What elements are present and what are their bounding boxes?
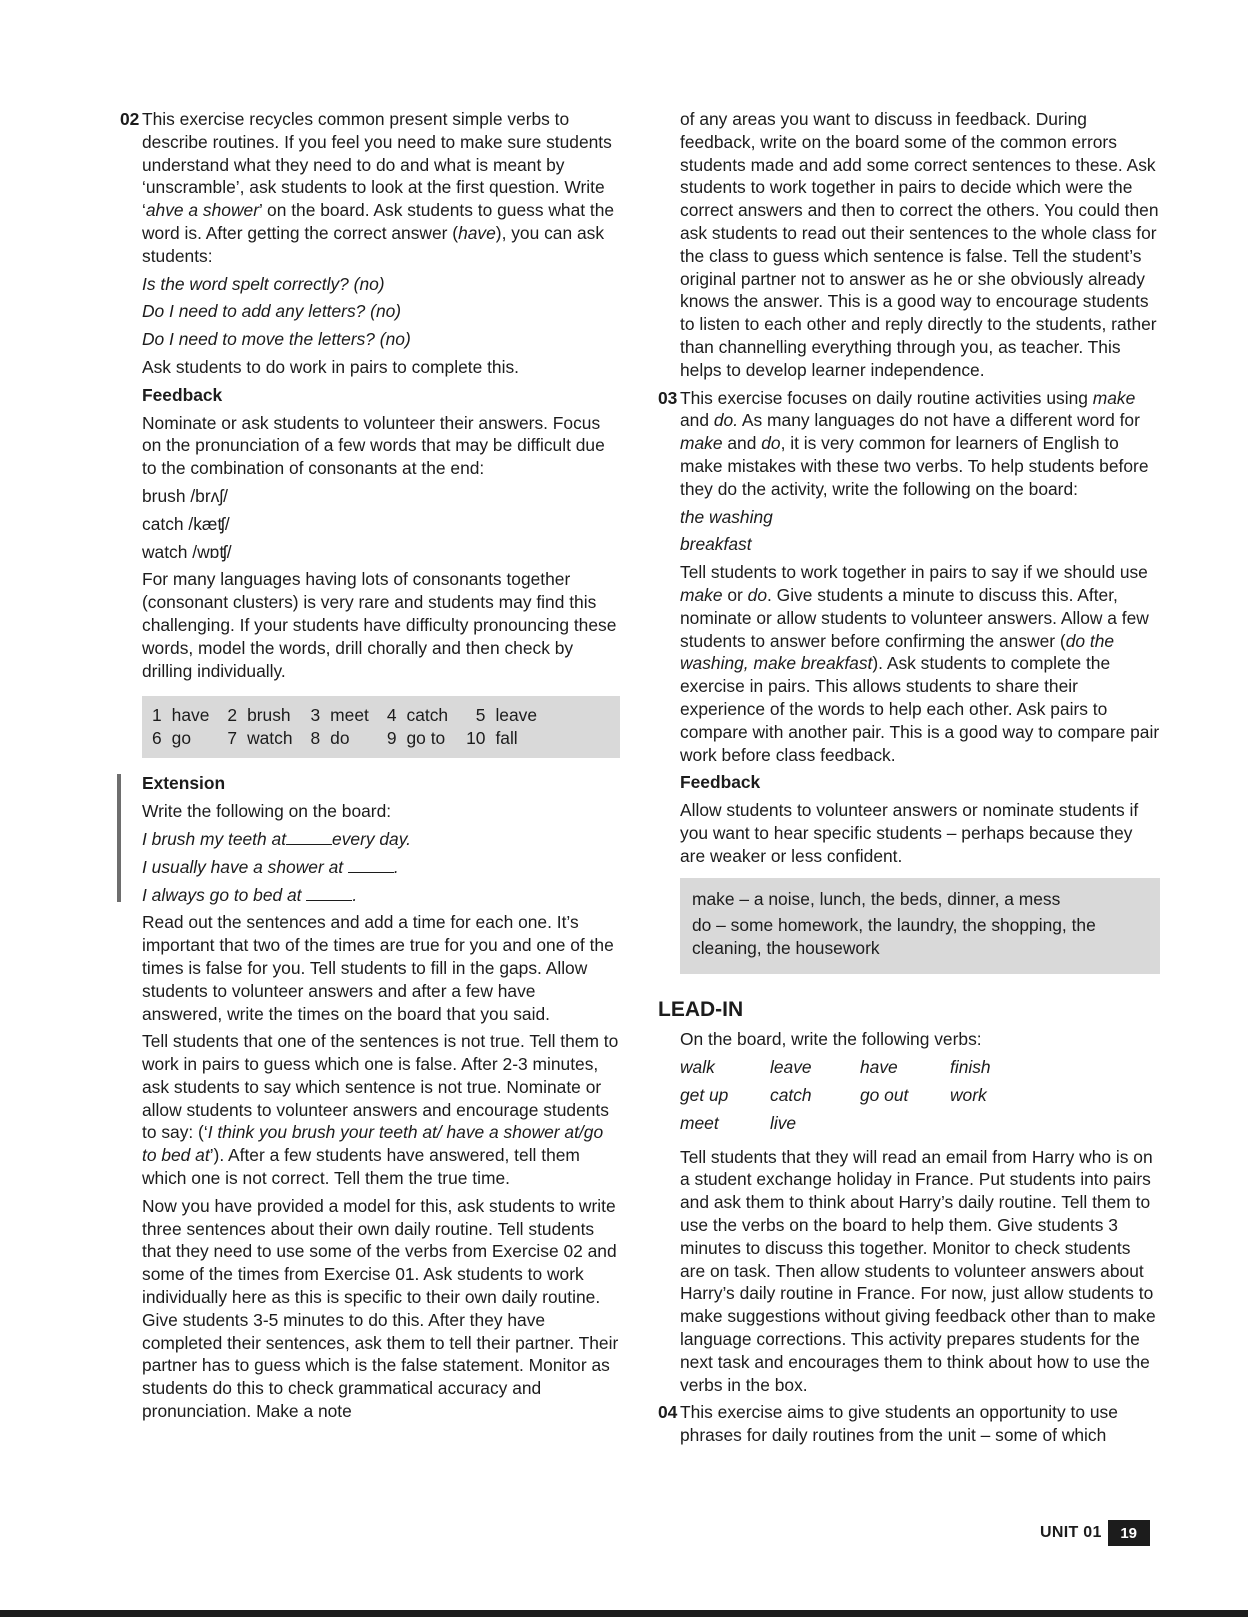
left-column [120,108,620,1428]
answer-key-box [142,696,620,758]
model-text: Now you have provided a model for this, ask students to write three sentences about their own daily routine. Tell students that they need to use some of the verbs from Exercise 02 and some of the times from Exercise 01. Ask students to work individually here as this is specific to their own daily routine. Give students 3-5 minutes to do this. After they have completed their sentences, ask them to tell their partner. Their partner has to guess which is the false statement. Monitor as students do this to check grammatical accuracy and pronunciation. Make a note [142,1195,619,1422]
exercise-03-intro [658,387,1160,501]
text-italic: do. [713,410,739,431]
extension-side-bar [117,774,121,902]
answer-key-table [152,704,555,750]
answer-word: have [171,705,210,726]
text-italic: do [747,584,768,605]
extension-sentence-1 [142,828,620,851]
board-item-1: the washing [680,506,773,527]
verb: get up [680,1084,729,1105]
verb: leave [770,1056,812,1077]
text: ’ on the board. Ask students to guess what the word is. After getting the correct answer ( [142,200,615,243]
exercise-number: 02 [120,109,140,129]
text: I usually have a shower at [142,856,344,877]
text: Tell students that one of the sentences is not true. Tell them to work in pairs to guess which one is false. After 2-3 minutes, ask students to say which sentence is not true. Nominate or allow students to volunteer answers and encourage students to say: (‘ [142,1031,619,1143]
tell-students-text [142,1030,620,1190]
extension-section [120,772,620,906]
answer-number: 7 [227,728,238,749]
ipa-watch: watch /wɒʧ/ [142,541,232,562]
verb: catch [770,1084,812,1105]
verb: work [950,1084,987,1105]
text: and [722,433,762,454]
verb: have [860,1056,898,1077]
text-italic: make [680,433,723,454]
text: This exercise aims to give students an opportunity to use phrases for daily routines from the unit – some of which [680,1402,1118,1446]
answer-number: 1 [152,705,162,726]
text: ). Ask students to complete the exercise in pairs. This allows students to share their experience of the words to help each other. Ask pairs to compare with another pair. This is a good way to compare pair work before class feedback. [680,653,1160,765]
text: ’). After a few students have answered, tell them which one is not correct. Tell them the true time. [142,1145,580,1189]
text: every day. [332,828,411,849]
pairs-instruction: Ask students to do work in pairs to complete this. [142,356,519,377]
feedback-text: Nominate or ask students to volunteer their answers. Focus on the pronunciation of a few words that may be difficult due to the combination of consonants at the end: [142,412,605,479]
extension-sentence-2 [142,856,620,879]
text-italic: I think you brush your teeth at/ have a shower at/go to bed at [142,1122,604,1166]
lead-in-title: LEAD-IN [658,997,744,1021]
verb-row [680,1056,1040,1084]
text-italic: make [1092,387,1136,408]
text: , it is very common for learners of English to make mistakes with these two verbs. To help students before they do the activity, write the following on the board: [680,433,1149,499]
ipa-catch: catch /kæʧ/ [142,513,230,534]
clusters-text: For many languages having lots of consonants together (consonant clusters) is very rare and students may find this challenging. If your students have difficulty pronouncing these words, model the words, drill chorally and then check by drilling individually. [142,569,617,681]
readout-text: Read out the sentences and add a time for each one. It’s important that two of the times are true for you and one of the times is false for you. Tell students to fill in the gaps. Allow students to volunteer answers and after a few have answered, write the times on the board that you said. [142,912,614,1024]
text: . [393,856,399,877]
extension-heading: Extension [142,773,226,794]
verb: meet [680,1112,719,1133]
blank-gap [306,885,352,901]
ipa-brush: brush /brʌʃ/ [142,485,229,506]
pairs-text [680,561,1160,766]
verb-row [680,1112,1040,1140]
text-italic: have [458,222,496,243]
question-1: Is the word spelt correctly? (no) [142,273,385,294]
verb-table [680,1056,1040,1140]
question-3: Do I need to move the letters? (no) [142,329,411,350]
feedback-text: Allow students to volunteer answers or nominate students if you want to hear specific students – perhaps because they are weaker or less confident. [680,800,1139,866]
unit-label: UNIT 01 [1040,1524,1102,1541]
text-italic: make [680,584,723,605]
text-italic: do the washing, make breakfast [680,630,1115,674]
blank-gap [286,829,332,845]
extension-intro: Write the following on the board: [142,801,392,822]
answer-word: fall [495,728,518,749]
lead-in-intro: On the board, write the following verbs: [680,1028,982,1049]
make-answers: make – a noise, lunch, the beds, dinner, a mess [692,888,1061,909]
verb-row [680,1084,1040,1112]
make-do-answer-box [680,878,1160,974]
answer-word: meet [330,705,369,726]
bottom-rule [0,1610,1248,1617]
answer-number: 5 [475,705,486,726]
exercise-02-intro [120,108,620,268]
text: As many languages do not have a different word for [738,410,1140,431]
verb [950,1112,1040,1140]
text: This exercise focuses on daily routine activities using [680,387,1093,408]
exercise-number: 03 [658,387,678,408]
verb [860,1112,950,1140]
text-italic: do [761,433,781,454]
text: . Give students a minute to discuss this. After, nominate or allow students to volunteer answers. Allow a few students to answer before confirming the answer ( [680,584,1149,651]
continued-text: of any areas you want to discuss in feedback. During feedback, write on the board some of the common errors students made and add some correct sentences to these. Ask students to work together in pairs to decide which were the correct answers and then to correct the others. You could then ask students to read out their sentences to the whole class for the class to guess which sentence is false. Tell the student’s original partner not to answer as he or she obviously already knows the answer. This is a good way to encourage students to listen to each other and reply directly to the students, rather than channelling everything through you, as teacher. This helps to develop learner independence. [680,109,1159,380]
answer-number: 9 [386,728,397,749]
exercise-number: 04 [658,1402,678,1423]
answer-number: 10 [466,728,486,749]
verb: go out [860,1084,909,1105]
answer-row [152,704,555,727]
verb: live [770,1112,797,1133]
answer-word: do [330,728,350,749]
extension-sentence-3 [142,884,620,907]
verb: finish [950,1056,991,1077]
blank-gap [348,857,394,873]
text: or [722,584,748,605]
answer-word: go to [406,728,446,749]
exercise-04-intro [658,1401,1160,1447]
text-italic: ahve a shower [145,200,259,221]
text: . [352,884,358,905]
question-2: Do I need to add any letters? (no) [142,301,402,322]
page-number: 19 [1108,1520,1150,1546]
answer-number: 3 [310,705,321,726]
answer-word: catch [406,705,449,726]
text: ), you can ask students: [142,222,605,266]
feedback-heading: Feedback [680,772,761,793]
lead-in-text: Tell students that they will read an email from Harry who is on a student exchange holiday in France. Put students into pairs and ask them to think about Harry’s daily routine. Tell them to use the verbs on the board to help them. Give students 3 minutes to discuss this together. Monitor to check students are on task. Then allow students to volunteer answers about Harry’s daily routine in France. For now, just allow students to make suggestions without giving feedback other than to make language corrections. This activity prepares students for the next task and encourages them to think about how to use the verbs in the box. [680,1146,1156,1395]
answer-word: go [171,728,192,749]
answer-number: 4 [386,705,397,726]
text: This exercise recycles common present simple verbs to describe routines. If you feel you need to make sure students understand what they need to do and what is meant by ‘unscramble’, ask students to look at the first question. Write ‘ [142,109,612,221]
answer-row [152,727,555,750]
answer-word: leave [495,705,538,726]
text: I brush my teeth at [142,828,287,849]
text: Tell students to work together in pairs to say if we should use [680,562,1148,583]
right-column [658,108,1160,1452]
answer-number: 8 [310,728,321,749]
text: and [680,410,714,431]
feedback-heading: Feedback [142,384,223,405]
text: I always go to bed at [142,884,302,905]
answer-word: brush [247,705,291,726]
page-footer [1040,1520,1150,1546]
board-item-2: breakfast [680,534,752,555]
answer-number: 2 [227,705,238,726]
answer-number: 6 [152,728,162,749]
do-answers: do – some homework, the laundry, the shopping, the cleaning, the housework [692,915,1096,959]
answer-word: watch [247,728,293,749]
verb: walk [680,1056,715,1077]
verb-grid [680,1056,1160,1140]
